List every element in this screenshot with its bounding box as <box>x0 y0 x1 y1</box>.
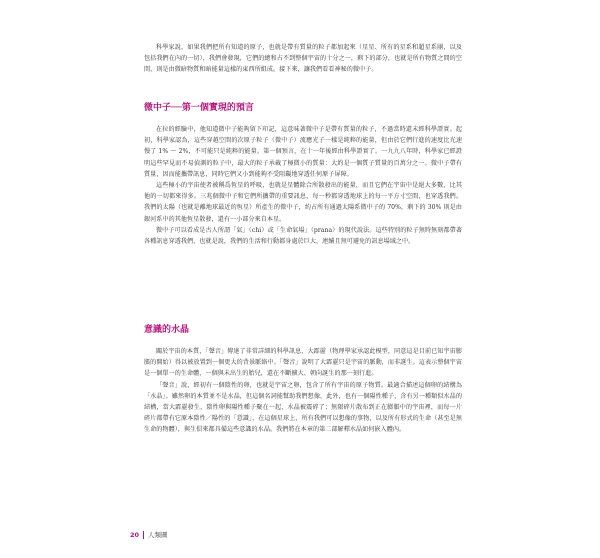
neutrino-paragraph-2: 這些極小的宇宙使者被稱爲恆星的呼吸，也就是星體除合所散發出的能量，而且它們在宇宙中是絕大多數，比其他的一切都來得多。三兆個微中子和它們所攜帶的重要訊息，每一秒都穿透地球上的每一平方寸空間，也穿透我們。我們的太陽（也就是離地球最近的恆星）所產生的微中子，約占所有通過太陽系微中子的 70%，剩下的 30% 則是由銀河系中的其他恆星散發，還有一小部分來自本星。 <box>144 182 462 223</box>
neutrino-paragraph-3: 微中子可以看成是古人所謂「氣」（chi）或「生命氣場」（prana）的現代說法。這些特別的粒子無時無刻都帶著各種訊息穿透我們，也就是說，我們的生活和行動都身處於巨大、連續且無可避免的訊息場域之中。 <box>144 226 462 246</box>
section-heading-crystal: 意識的水晶 <box>144 325 190 335</box>
book-title: 人類圖 <box>148 531 168 539</box>
page-footer <box>130 530 168 539</box>
section-heading-neutrino: 微中子──第一個實現的預言 <box>144 103 254 113</box>
section-crystal-body <box>144 346 462 436</box>
crystal-paragraph-2: 「聲音」說，經初有一個陰性的卵，也就是宇宙之卵，包含了所有宇宙的原子物質。最適合描述這個卵的結構為「水晶」。雖然卵的本質並不是水晶，但這個名詞能幫助我們想像，此外，也有一個陽性種子，含有另一種類似水晶的結構，當大霹靂發生，陰性卵與陽性種子聚在一起，水晶被震碎了；無限碎片散布到正在膨脹中的宇宙裡，而每一片碎片都帶有它原本陰性／陽性的「意識」，在這個星球上，所有我們可以想像的事物，以及所有形式的生命（甚至是無生命的物體），與生俱來都具備這些意識的水晶。我們將在本章的第二部解釋水晶如何嵌入體內。 <box>144 381 462 434</box>
page-number: 20 <box>130 530 140 539</box>
crystal-paragraph-1: 關於宇宙的本質，「聲音」傳達了非常詳細的科學訊息，大霹靂（物理學家承認此模型，同意這是目前已知宇宙膨脹的開始）得以被放置到一個更大的背景脈絡中。「聲音」說明了大霹靂只是宇宙的脈動，而非誕生。這表示整個宇宙是一個單一的生命體，一個與未出生的胎兒，還在不斷擴大、朝向誕生的那一刻行進。 <box>144 348 462 378</box>
intro-paragraph: 科學家說，如果我們把所有知道的原子，也就是帶有質量的粒子都加起來（星星、所有的星系和超星系團，以及包括我們在內的一切），我們會發現，它們的總和占不到整個宇宙的十分之一，剩下的部分，也就是所有物質之間的空間，則是由微暗物質和暗能量這樣的東西所組成。接下來，讓我們看看神秘的微中子。 <box>144 44 462 74</box>
intro-block <box>144 42 462 76</box>
section-neutrino-body <box>144 124 462 247</box>
footer-divider <box>143 531 144 539</box>
neutrino-paragraph-1: 在拉的經驗中，他知道微中子能夠留下印記，這意味著微中子是帶有質量的粒子，不過當時還未經科學證實。起初，科學家認為，這些穿越空間的次原子粒子（微中子）流應光子一樣是純粹的能量，但由於它們行進的速度比光速慢了 1% ～ 2%，不可能只是純粹的能量。第一個預言，在十一年後經由科學證實了。一九九八年時，科學家已經證明這些罕見而不易偵測的粒子中，最大的粒子承載了極微小的質量：大約是一個質子質量的百萬分之一。微中子帶有質量，因而能攜帶訊息，同時它們又小到能夠不受阻礙地穿透任何原子屏障。 <box>144 126 462 178</box>
